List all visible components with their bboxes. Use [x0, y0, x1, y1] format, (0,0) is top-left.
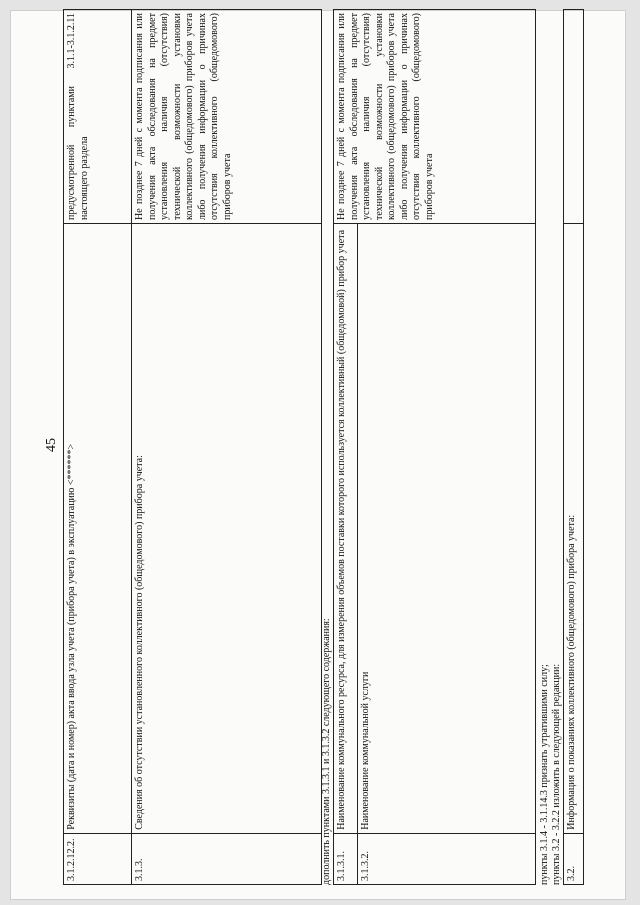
- row-text: Информация о показаниях коллективного (общедомового) прибора учета:: [564, 224, 584, 834]
- row-number: 3.1.3.: [132, 833, 322, 884]
- row-deadline: предусмотренной пунктами 3.1.1-3.1.2.11 настоящего раздела: [64, 10, 132, 224]
- row-text: Наименование коммунальной услуги: [358, 224, 536, 834]
- requirements-table-1: [63, 9, 322, 885]
- row-number: 3.1.3.1.: [334, 833, 358, 884]
- row-text: Сведения об отсутствии установленного коллективного (общедомового) прибора учета:: [132, 224, 322, 834]
- requirements-table-3: [563, 9, 584, 885]
- table-row: [64, 10, 132, 885]
- row-number: 3.2.: [564, 833, 584, 884]
- row-number: 3.1.2.12.2.: [64, 833, 132, 884]
- row-number: 3.1.3.2.: [358, 833, 536, 884]
- amendment-note: пункты 3.2 - 3.2.2 изложить в следующей редакции:: [551, 663, 562, 885]
- rotated-content: [44, 5, 603, 885]
- requirements-table-2: [333, 9, 536, 885]
- row-deadline: Не позднее 7 дней с момента подписания или получения акта обследования на предмет установления наличия (отсутствия) технической возможности установки коллективного (общедомового) приборов учета либо получения информации о причинах отсутствия коллективного (общедомового) приборов учета: [132, 10, 322, 224]
- row-text: Наименование коммунального ресурса, для измерения объемов поставки которого используется коллективный (общедомовой) прибор учета: [334, 224, 358, 834]
- amendment-note: пункты 3.1.4 - 3.1.14.3 признать утратившими силу;: [539, 664, 550, 885]
- row-deadline: [564, 10, 584, 224]
- amendment-note: дополнить пунктами 3.1.3.1 и 3.1.3.2 следующего содержания:: [321, 618, 332, 885]
- table-row: [132, 10, 322, 885]
- table-row: [334, 10, 358, 885]
- document-page: [10, 10, 626, 900]
- page-number: 45: [44, 438, 59, 452]
- table-row: [564, 10, 584, 885]
- row-text: Реквизиты (дата и номер) акта ввода узла учета (прибора учета) в эксплуатацию <******>: [64, 224, 132, 834]
- row-deadline: Не позднее 7 дней с момента подписания или получения акта обследования на предмет установления наличия (отсутствия) технической возможности установки коллективного (общедомового) приборов учета либо получения информации о причинах отсутствия коллективного (общедомового) приборов учета: [334, 10, 536, 224]
